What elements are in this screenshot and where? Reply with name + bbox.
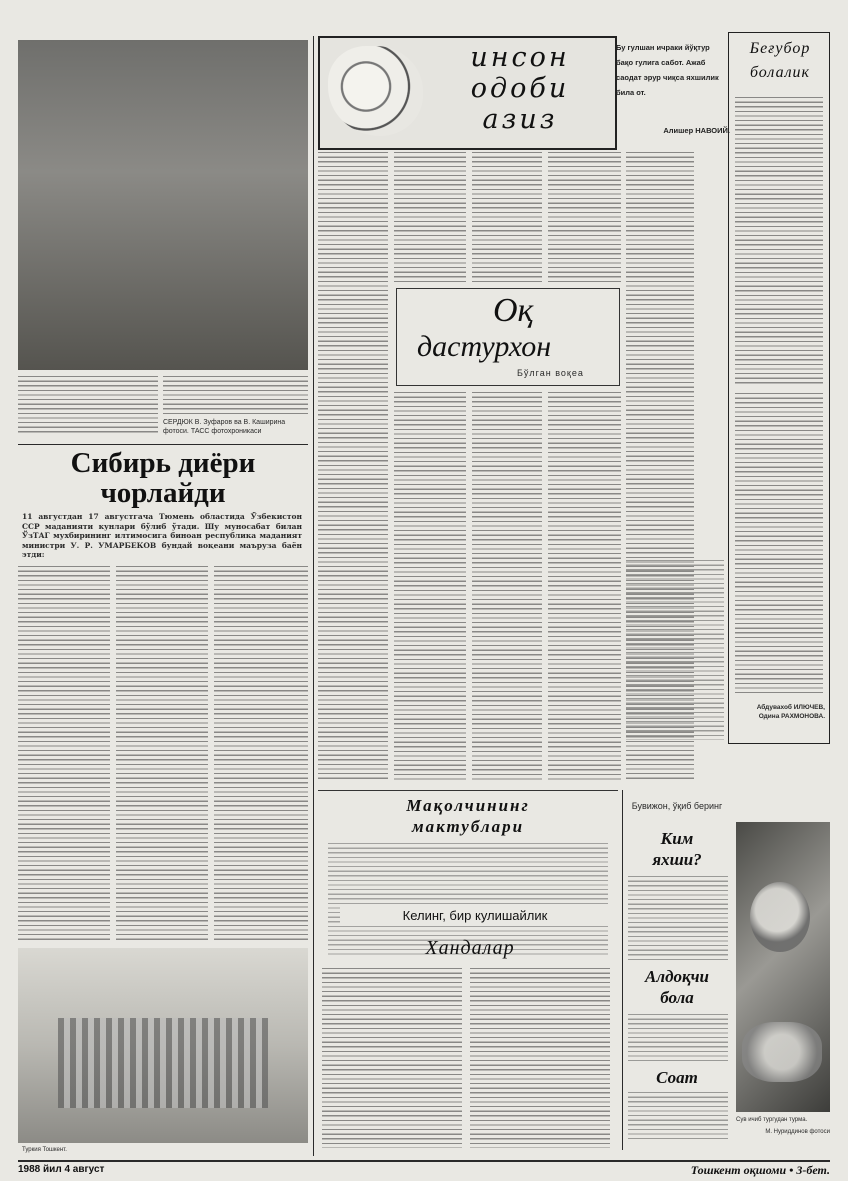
navoi-author: Алишер НАВОИЙ. <box>663 126 730 135</box>
footer-bullet: • <box>789 1163 797 1177</box>
aldoqchi-title <box>622 966 732 1010</box>
xandalar-title: Хандалар <box>425 937 515 959</box>
siberia-headline <box>18 448 308 508</box>
column-rule <box>313 36 314 1156</box>
bebubor-byline <box>733 703 825 737</box>
aldoqchi-poem <box>628 1014 728 1064</box>
kim-poem <box>628 876 728 962</box>
ornate-title-line1: инсон <box>470 42 570 73</box>
dasturxon-subtitle: Бўлган воқеа <box>517 369 584 378</box>
soat-poem <box>628 1092 728 1140</box>
building-photo <box>18 948 308 1143</box>
xandalar-col1 <box>322 968 462 1148</box>
wisdom-body-col2 <box>394 152 466 282</box>
bebubor-box <box>728 32 830 744</box>
dasturxon-title-line2: дастурхон <box>417 330 552 363</box>
dasturxon-title-line1: Оқ <box>493 292 534 329</box>
wisdom-body-col4 <box>548 152 621 282</box>
girl-photo <box>736 822 830 1112</box>
column-rule <box>622 790 623 1150</box>
bebubor-byline-2: Одина РАХМОНОВА. <box>758 713 825 720</box>
footer-date: 1988 йил 4 август <box>18 1164 105 1175</box>
siberia-lead: 11 августдан 17 августгача Тюмень областида Ўзбекистон ССР маданияти кунлари бўлиб ўтади. Шу муносабат билан ЎзТАГ мухбирининг илтимосига биноан республика маданият министри У. Р. УМАРБЕКОВ бундай воқеани маъруза баён этди: <box>22 512 302 560</box>
navoi-quote: Бу гулшан ичраки йўқтур бақо гулига сабот. Ажаб саодат эрур чиқса яхшилик била от. <box>616 43 719 97</box>
siberia-body-col1 <box>18 566 110 941</box>
right-body-col <box>626 560 724 740</box>
photo-caption-text <box>18 376 158 436</box>
kim-teaser: Бувижон, ўқиб беринг <box>631 801 723 811</box>
xandalar-col2 <box>470 968 610 1148</box>
siberia-body-col2 <box>116 566 208 941</box>
bebubor-title <box>735 37 825 93</box>
siberia-body-col3 <box>214 566 308 941</box>
building-caption: Туркия Тошкент. <box>22 1147 67 1153</box>
photo-caption-text-2 <box>163 376 308 416</box>
footer-paper <box>600 1163 830 1179</box>
soat-title: Соат <box>656 1068 698 1087</box>
proverbs-title-line2: мактублари <box>411 817 525 836</box>
kim-title-line2: яхши? <box>652 850 702 869</box>
dasturxon-body-col3 <box>548 392 621 782</box>
dasturxon-body-col1 <box>394 392 466 782</box>
ornate-title <box>430 42 610 142</box>
soldiers-photo <box>18 40 308 370</box>
ornate-title-line2: одоби <box>470 73 570 104</box>
kelin-title: Келинг, бир кулишайлик <box>340 906 610 926</box>
aldoqchi-title-line1: Алдоқчи <box>645 967 709 986</box>
aldoqchi-title-line2: бола <box>660 988 694 1007</box>
bebubor-title-line1: Беғубор <box>749 40 811 57</box>
sources-caption: СЕРДЮК В. Зуфаров ва В. Каширина фотоси. ТАСС фотохроникаси <box>163 419 286 435</box>
dasturxon-body-col2 <box>472 392 542 782</box>
footer-paper-name: Тошкент оқшоми <box>690 1163 787 1177</box>
wisdom-box <box>318 36 617 150</box>
bebubor-body-2 <box>735 393 823 693</box>
bebubor-title-line2: болалик <box>749 64 811 81</box>
siberia-headline-line1: Сибирь диёри <box>70 448 256 479</box>
wisdom-body-col3 <box>472 152 542 282</box>
ornate-title-line3: азиз <box>482 104 558 135</box>
wisdom-body-col1 <box>318 152 388 780</box>
proverbs-title-line1: Мақолчининг <box>406 796 530 815</box>
bebubor-body-1 <box>735 97 823 387</box>
divider <box>18 444 308 445</box>
girl-caption: Сув ичиб тургудан турма. <box>736 1117 808 1123</box>
siberia-headline-line2: чорлайди <box>100 477 226 508</box>
footer-rule <box>18 1160 830 1162</box>
kim-title <box>622 828 732 872</box>
proverbs-title <box>338 795 598 839</box>
kim-title-line1: Ким <box>660 829 694 848</box>
dasturxon-header <box>396 288 620 386</box>
scroll-illustration <box>328 46 423 136</box>
girl-credit: М. Нуриддинов фотоси <box>765 1129 830 1135</box>
footer-page: 3-бет. <box>796 1163 830 1177</box>
bebubor-byline-1: Абдувахоб ИЛЮЧЕВ, <box>756 704 825 711</box>
